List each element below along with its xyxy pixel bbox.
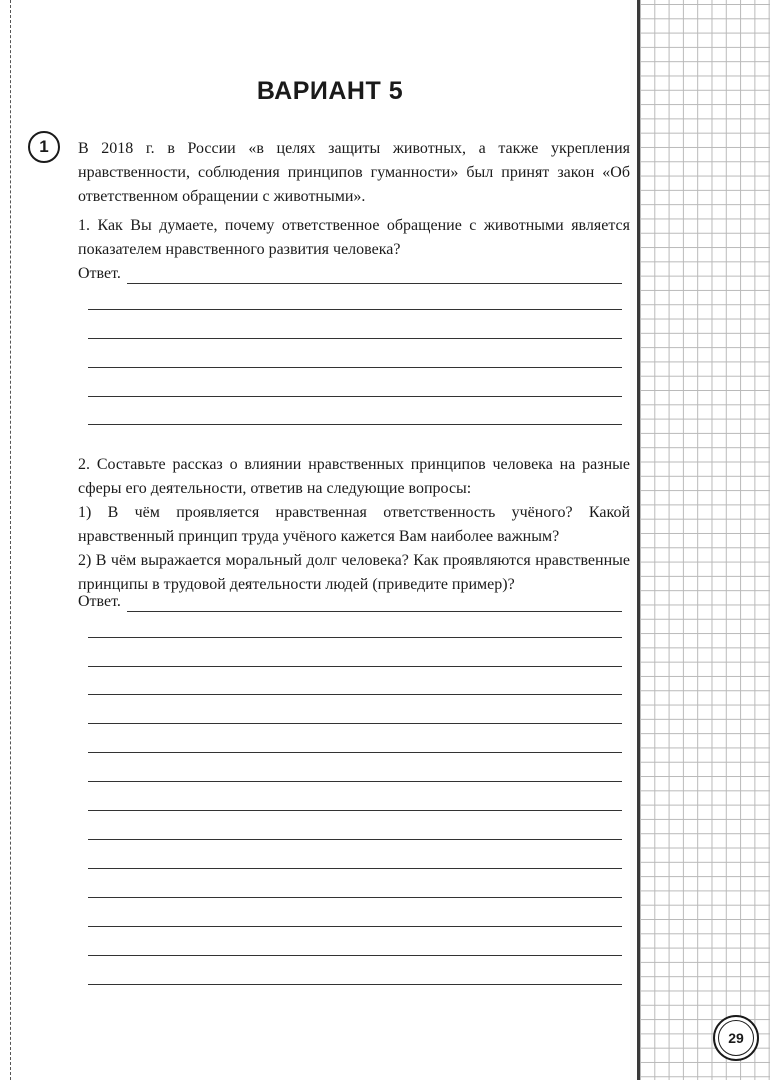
page-number-badge	[713, 1015, 759, 1061]
task-intro	[78, 137, 630, 209]
answer-2-line[interactable]	[88, 694, 622, 695]
page-number-ring	[718, 1020, 754, 1056]
task-number: 1	[39, 137, 49, 156]
question-2-text: 2. Составьте рассказ о влиянии нравственных принципов человека на разные сферы его деятельности, ответив на следующие вопросы:	[78, 456, 630, 497]
answer-2-line[interactable]	[88, 868, 622, 869]
answer-1-line[interactable]	[88, 367, 622, 368]
answer-1-line[interactable]	[88, 424, 622, 425]
question-1-text: 1. Как Вы думаете, почему ответственное обращение с животными является показателем нравственного развития человека?	[78, 217, 630, 258]
cut-line	[10, 0, 11, 1080]
answer-2-line[interactable]	[88, 955, 622, 956]
answer-2-row[interactable]	[78, 592, 622, 612]
page-number: 29	[728, 1030, 744, 1046]
answer-1-row[interactable]	[78, 264, 622, 284]
task-number-badge	[28, 131, 60, 163]
answer-2-line[interactable]	[88, 984, 622, 985]
question-1	[78, 214, 630, 262]
answer-2-line[interactable]	[88, 839, 622, 840]
answer-2-line[interactable]	[88, 752, 622, 753]
answer-2-first-line[interactable]	[127, 597, 622, 612]
question-2-sub-1: 1) В чём проявляется нравственная ответственность учёного? Какой нравственный принцип труда учёного кажется Вам наиболее важным?	[78, 504, 630, 545]
page-title: ВАРИАНТ 5	[256, 77, 404, 105]
answer-1-first-line[interactable]	[127, 269, 622, 284]
answer-2-line[interactable]	[88, 897, 622, 898]
answer-1-label: Ответ.	[78, 265, 121, 282]
answer-2-line[interactable]	[88, 666, 622, 667]
answer-2-line[interactable]	[88, 781, 622, 782]
answer-2-line[interactable]	[88, 637, 622, 638]
answer-2-line[interactable]	[88, 810, 622, 811]
draft-grid	[640, 0, 770, 1080]
answer-2-line[interactable]	[88, 723, 622, 724]
answer-1-line[interactable]	[88, 396, 622, 397]
intro-text: В 2018 г. в России «в целях защиты животных, а также укрепления нравственности, соблюдения принципов гуманности» был принят закон «Об ответственном обращении с животными».	[78, 140, 630, 205]
answer-2-line[interactable]	[88, 926, 622, 927]
question-2-sub-2: 2) В чём выражается моральный долг человека? Как проявляются нравственные принципы в трудовой деятельности людей (приведите пример)?	[78, 552, 630, 593]
question-2	[78, 453, 630, 597]
answer-2-label: Ответ.	[78, 593, 121, 610]
answer-1-line[interactable]	[88, 309, 622, 310]
answer-1-line[interactable]	[88, 338, 622, 339]
